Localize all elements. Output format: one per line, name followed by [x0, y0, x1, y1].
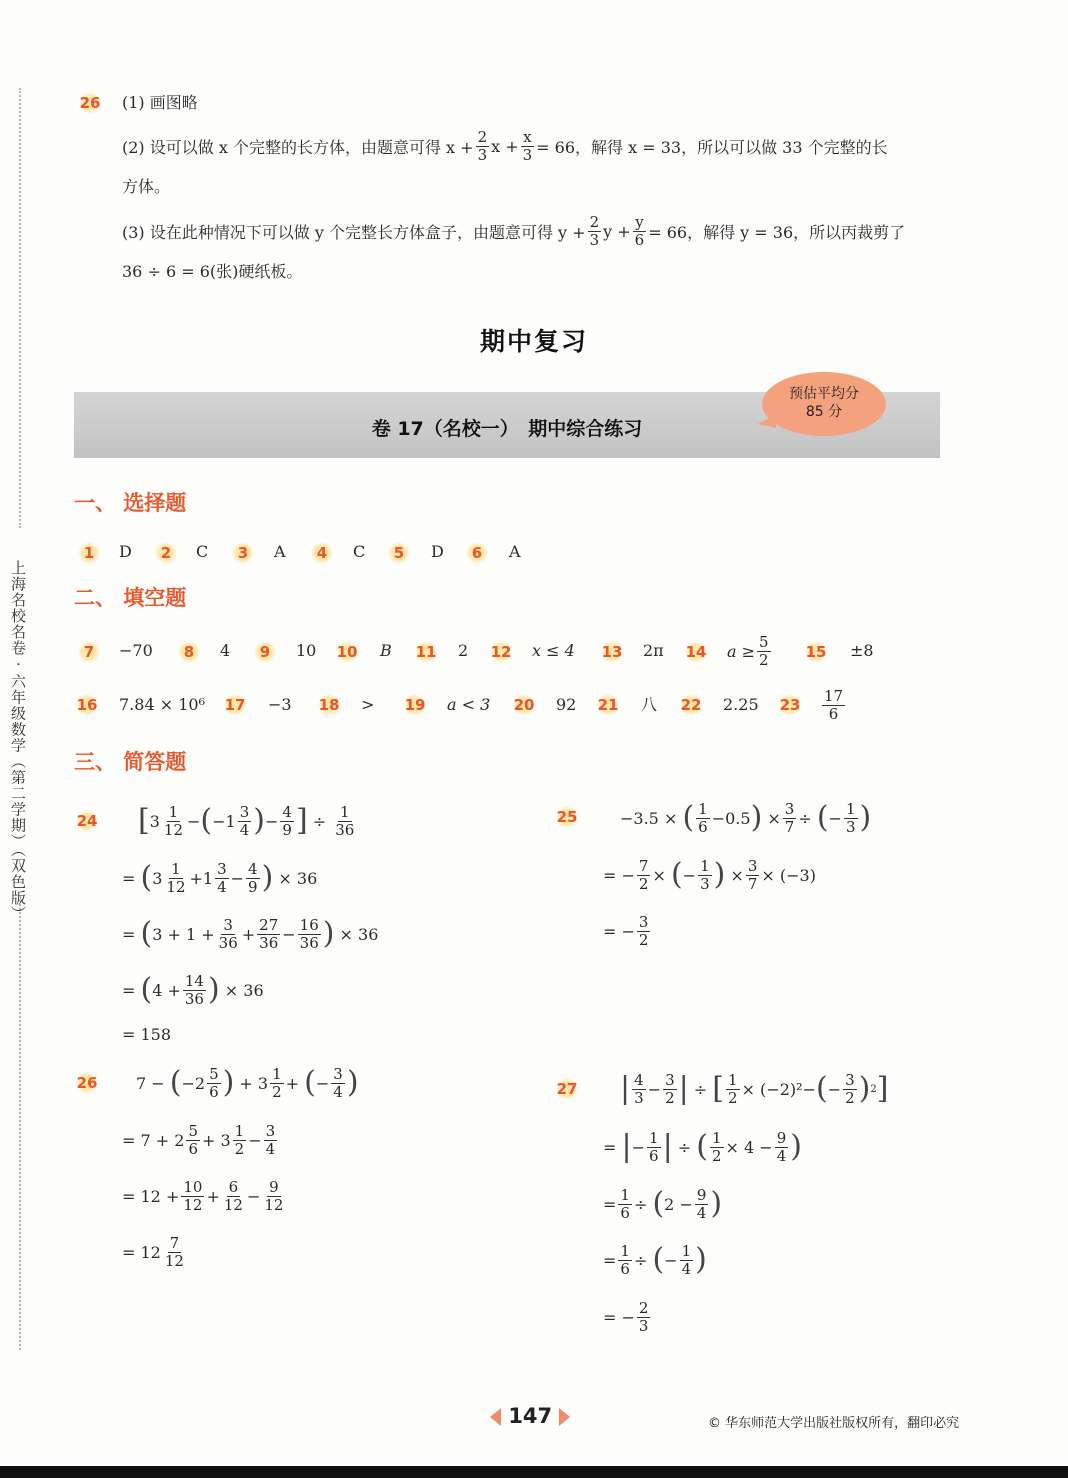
question-number: 7: [78, 641, 100, 663]
answer: a < 3: [447, 695, 491, 714]
answer-line: 36 ÷ 6 = 6(张)硬纸板。: [122, 262, 303, 281]
answer: [820, 685, 847, 725]
equation-line: | $\frac{4}{3}$ − $\frac{3}{2}$ | ÷ [ $\frac{1}{2}$ × (−2)²− ( − $\frac{3}{2}$ ) 2 ]: [620, 1070, 889, 1107]
copyright-notice: © 华东师范大学出版社版权所有，翻印必究: [708, 1416, 960, 1431]
fraction: $\frac{y}{6}$: [634, 212, 645, 249]
question-number: 17: [224, 696, 246, 714]
arrow-right-icon: [559, 1408, 570, 1426]
question-number: 18: [318, 696, 340, 714]
equation-line: = − $\frac{2}{3}$: [603, 1298, 649, 1335]
answer: 2.25: [723, 695, 759, 714]
answer: D: [431, 542, 444, 561]
question-number: 25: [556, 808, 578, 826]
arrow-left-icon: [490, 1408, 501, 1426]
answer: 2π: [643, 641, 664, 660]
answer: C: [196, 542, 209, 561]
answer: >: [361, 695, 375, 714]
question-number: 21: [597, 696, 619, 714]
answer: −3: [268, 695, 292, 714]
equation-line: = − $\frac{7}{2}$ × ( − $\frac{1}{3}$ ) × $\frac{3}{7}$ × (−3): [603, 856, 816, 893]
equation-line: = − $\frac{3}{2}$: [603, 912, 649, 949]
equation-line: = 7 + 2 $\frac{5}{6}$ + 3 $\frac{1}{2}$ − $\frac{3}{4}$: [122, 1121, 276, 1158]
question-number: 26: [76, 1074, 98, 1092]
answer-line: (3) 设在此种情况下可以做 y 个完整长方体盒子，由题意可得 y + $\frac{2}{3}$ y + $\frac{y}{6}$ = 66，解得 y = 36，所以丙裁剪了: [122, 212, 906, 249]
equation-line: = 158: [122, 1025, 172, 1044]
answer: 92: [556, 695, 577, 714]
equation-line: = ( 4 + $\frac{14}{36}$ ) × 36: [122, 971, 264, 1008]
question-number: 22: [680, 696, 702, 714]
question-number: 5: [388, 542, 410, 564]
question-number: 2: [155, 542, 177, 564]
answer: 八: [641, 695, 658, 714]
question-number: 12: [490, 643, 512, 661]
section-heading: 三、 简答题: [74, 750, 187, 774]
bubble-line: 预估平均分: [789, 386, 859, 402]
answer: B: [380, 641, 392, 660]
answer: A: [509, 542, 521, 561]
equation-line: [ 3 $\frac{1}{12}$ − ( −1 $\frac{3}{4}$ ) − $\frac{4}{9}$ ] ÷ $\frac{1}{36}$: [138, 802, 355, 839]
question-number: 6: [466, 542, 488, 564]
section-heading: 一、 选择题: [74, 491, 187, 515]
question-number: 20: [513, 696, 535, 714]
answer: 4: [220, 641, 231, 660]
fraction: $\frac{2}{3}$: [589, 212, 600, 249]
question-number: 24: [76, 812, 98, 830]
answer-line: 方体。: [122, 177, 171, 196]
question-number: 26: [79, 94, 101, 112]
answer: 10: [296, 641, 317, 660]
fraction: $\frac{x}{3}$: [522, 127, 533, 164]
equation-line: = ( 3 $\frac{1}{12}$ +1 $\frac{3}{4}$ − $\frac{4}{9}$ ) × 36: [122, 859, 318, 896]
question-number: 3: [232, 542, 254, 564]
answer: 2: [458, 641, 469, 660]
equation-line: = ( 3 + 1 + $\frac{3}{36}$ + $\frac{27}{36}$ − $\frac{16}{36}$ ) × 36: [122, 915, 379, 952]
exam-title: 卷 17（名校一） 期中综合练习: [371, 418, 643, 440]
question-number: 27: [556, 1080, 578, 1098]
question-number: 1: [78, 542, 100, 564]
equation-line: 7 − ( −2 $\frac{5}{6}$ ) + 3 $\frac{1}{2}$ + ( − $\frac{3}{4}$ ): [136, 1064, 359, 1101]
answer: D: [119, 542, 132, 561]
answer: ±8: [850, 641, 874, 660]
equation-line: −3.5 × ( $\frac{1}{6}$ −0.5 ) × $\frac{3}{7}$ ÷ ( − $\frac{1}{3}$ ): [620, 799, 872, 836]
page-number: 147: [490, 1404, 570, 1428]
answer-line: (2) 设可以做 x 个完整的长方体，由题意可得 x + $\frac{2}{3}$ x + $\frac{x}{3}$ = 66，解得 x = 33，所以可以做 33 个完整的长: [122, 127, 888, 164]
answer: a ≥ $\frac{5}{2}$: [727, 632, 769, 669]
equation-line: = $\frac{1}{6}$ ÷ ( 2 − $\frac{9}{4}$ ): [603, 1185, 723, 1222]
page-title: 期中复习: [479, 327, 588, 356]
answer: x ≤ 4: [532, 641, 575, 660]
answer: −70: [119, 641, 153, 660]
fraction: $\frac{5}{2}$: [759, 632, 769, 669]
question-number: 4: [311, 542, 333, 564]
question-number: 11: [415, 643, 437, 661]
equation-line: = 12 + $\frac{10}{12}$ + $\frac{6}{12}$ − $\frac{9}{12}$: [122, 1177, 284, 1214]
equation-line: = 12 $\frac{7}{12}$: [122, 1233, 184, 1270]
section-heading: 二、 填空题: [74, 586, 187, 610]
score-bubble: [762, 372, 886, 436]
question-number: 23: [779, 696, 801, 714]
bubble-line: 85 分: [805, 404, 843, 420]
side-book-title: 上海名校名卷 · 六年级数学（第二学期）（双色版）: [9, 560, 27, 922]
answer: 7.84 × 10⁶: [119, 695, 205, 714]
question-number: 10: [336, 643, 358, 661]
question-number: 14: [685, 643, 707, 661]
margin-dotted-line-top: [19, 88, 21, 528]
question-number: 9: [254, 641, 276, 663]
question-number: 15: [805, 643, 827, 661]
bottom-border: [0, 1466, 1068, 1478]
equation-line: = | − $\frac{1}{6}$ | ÷ ( $\frac{1}{2}$ × 4 − $\frac{9}{4}$ ): [603, 1128, 802, 1165]
equation-line: = $\frac{1}{6}$ ÷ ( − $\frac{1}{4}$ ): [603, 1241, 707, 1278]
question-number: 13: [601, 643, 623, 661]
answer: A: [274, 542, 286, 561]
margin-dotted-line-bottom: [19, 900, 21, 1350]
question-number: 19: [404, 696, 426, 714]
question-number: 16: [76, 696, 98, 714]
answer: C: [353, 542, 366, 561]
fraction: $\frac{17}{6}$: [824, 686, 844, 723]
answer-line: (1) 画图略: [122, 93, 198, 112]
question-number: 8: [178, 641, 200, 663]
fraction: $\frac{2}{3}$: [477, 127, 488, 164]
